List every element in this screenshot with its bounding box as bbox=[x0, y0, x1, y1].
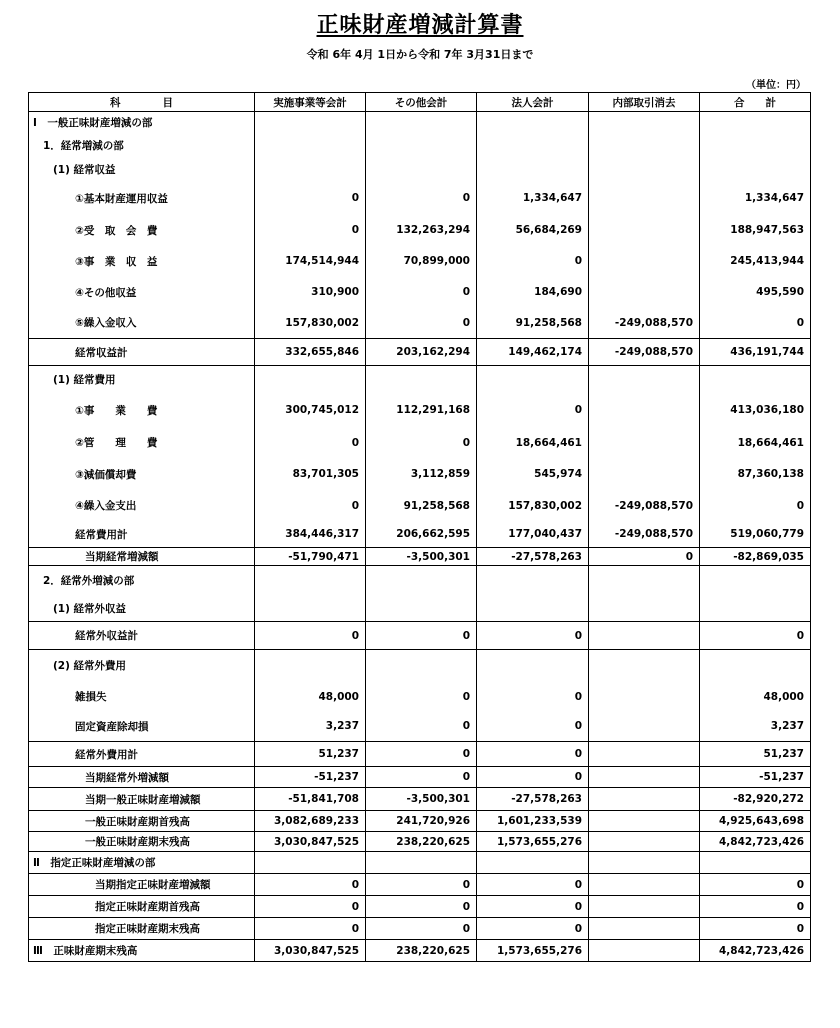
cell-total bbox=[700, 112, 811, 134]
row-label: 経常収益計 bbox=[29, 339, 255, 366]
cell-program: 300,745,012 bbox=[255, 394, 366, 427]
table-row bbox=[29, 112, 811, 134]
row-label: 当期指定正味財産増減額 bbox=[29, 874, 255, 896]
row-label: (1) 経常収益 bbox=[29, 158, 255, 182]
cell-elimination bbox=[589, 277, 700, 308]
cell-program: 0 bbox=[255, 874, 366, 896]
cell-other bbox=[366, 134, 477, 158]
cell-other bbox=[366, 366, 477, 394]
cell-other: 238,220,625 bbox=[366, 940, 477, 962]
table-row bbox=[29, 918, 811, 940]
cell-other: 132,263,294 bbox=[366, 215, 477, 246]
cell-total: -82,920,272 bbox=[700, 788, 811, 811]
unit-note: （単位：円） bbox=[746, 80, 806, 91]
cell-other: 0 bbox=[366, 874, 477, 896]
table-row bbox=[29, 788, 811, 811]
table-row bbox=[29, 490, 811, 522]
cell-corporate: 1,573,655,276 bbox=[477, 940, 589, 962]
cell-program bbox=[255, 134, 366, 158]
cell-corporate bbox=[477, 158, 589, 182]
cell-other: 0 bbox=[366, 308, 477, 339]
row-label: 当期一般正味財産増減額 bbox=[29, 788, 255, 811]
cell-elimination bbox=[589, 366, 700, 394]
cell-corporate: 177,040,437 bbox=[477, 522, 589, 548]
row-label: Ⅰ 一般正味財産増減の部 bbox=[29, 112, 255, 134]
table-row bbox=[29, 811, 811, 832]
cell-total bbox=[700, 134, 811, 158]
cell-total bbox=[700, 158, 811, 182]
cell-total: 0 bbox=[700, 896, 811, 918]
row-label: 固定資産除却損 bbox=[29, 712, 255, 742]
cell-total: 0 bbox=[700, 308, 811, 339]
table-row bbox=[29, 767, 811, 788]
cell-total: 0 bbox=[700, 874, 811, 896]
cell-program: 0 bbox=[255, 918, 366, 940]
cell-total: -51,237 bbox=[700, 767, 811, 788]
cell-elimination bbox=[589, 246, 700, 277]
cell-program bbox=[255, 566, 366, 596]
cell-program bbox=[255, 366, 366, 394]
cell-total: 413,036,180 bbox=[700, 394, 811, 427]
row-label: 1．経常増減の部 bbox=[29, 134, 255, 158]
table-row bbox=[29, 366, 811, 394]
cell-total: 188,947,563 bbox=[700, 215, 811, 246]
cell-total: -82,869,035 bbox=[700, 548, 811, 566]
cell-total: 4,842,723,426 bbox=[700, 832, 811, 852]
cell-elimination bbox=[589, 788, 700, 811]
cell-elimination bbox=[589, 158, 700, 182]
cell-elimination bbox=[589, 459, 700, 490]
cell-total bbox=[700, 852, 811, 874]
cell-program: -51,841,708 bbox=[255, 788, 366, 811]
column-header-total: 合 計 bbox=[700, 93, 811, 112]
row-label: ②受 取 会 費 bbox=[29, 215, 255, 246]
cell-total: 4,842,723,426 bbox=[700, 940, 811, 962]
cell-corporate: 545,974 bbox=[477, 459, 589, 490]
cell-other: -3,500,301 bbox=[366, 548, 477, 566]
cell-corporate bbox=[477, 134, 589, 158]
cell-elimination: -249,088,570 bbox=[589, 522, 700, 548]
row-label: 当期経常増減額 bbox=[29, 548, 255, 566]
row-label: ②管 理 費 bbox=[29, 427, 255, 459]
table-row bbox=[29, 682, 811, 712]
cell-corporate: 0 bbox=[477, 874, 589, 896]
cell-program: 157,830,002 bbox=[255, 308, 366, 339]
cell-total: 0 bbox=[700, 490, 811, 522]
cell-other: 238,220,625 bbox=[366, 832, 477, 852]
cell-other: 0 bbox=[366, 682, 477, 712]
cell-elimination bbox=[589, 182, 700, 215]
cell-elimination bbox=[589, 767, 700, 788]
table-row bbox=[29, 339, 811, 366]
cell-elimination bbox=[589, 596, 700, 622]
cell-corporate: 1,601,233,539 bbox=[477, 811, 589, 832]
cell-elimination bbox=[589, 940, 700, 962]
cell-other: 203,162,294 bbox=[366, 339, 477, 366]
table-row bbox=[29, 182, 811, 215]
table-row bbox=[29, 394, 811, 427]
row-label: 雑損失 bbox=[29, 682, 255, 712]
cell-corporate: 184,690 bbox=[477, 277, 589, 308]
row-label: 指定正味財産期末残高 bbox=[29, 918, 255, 940]
cell-elimination: -249,088,570 bbox=[589, 308, 700, 339]
cell-total: 0 bbox=[700, 918, 811, 940]
cell-program: 174,514,944 bbox=[255, 246, 366, 277]
cell-corporate: 0 bbox=[477, 394, 589, 427]
column-header-elimination: 内部取引消去 bbox=[589, 93, 700, 112]
cell-corporate: 0 bbox=[477, 246, 589, 277]
cell-elimination bbox=[589, 682, 700, 712]
cell-corporate: 0 bbox=[477, 767, 589, 788]
row-label: 一般正味財産期首残高 bbox=[29, 811, 255, 832]
cell-elimination bbox=[589, 712, 700, 742]
cell-corporate bbox=[477, 852, 589, 874]
table-row bbox=[29, 852, 811, 874]
row-label: (2) 経常外費用 bbox=[29, 650, 255, 682]
cell-other: 0 bbox=[366, 427, 477, 459]
table-row bbox=[29, 832, 811, 852]
row-label: Ⅲ 正味財産期末残高 bbox=[29, 940, 255, 962]
cell-corporate bbox=[477, 112, 589, 134]
cell-other bbox=[366, 650, 477, 682]
column-header-program: 実施事業等会計 bbox=[255, 93, 366, 112]
cell-program: 0 bbox=[255, 896, 366, 918]
cell-elimination bbox=[589, 134, 700, 158]
statement-table bbox=[28, 92, 811, 962]
table-row bbox=[29, 566, 811, 596]
row-label: ③減価償却費 bbox=[29, 459, 255, 490]
cell-total bbox=[700, 596, 811, 622]
cell-program bbox=[255, 112, 366, 134]
row-label: ①事 業 費 bbox=[29, 394, 255, 427]
table-row bbox=[29, 134, 811, 158]
cell-other: 0 bbox=[366, 277, 477, 308]
cell-total bbox=[700, 566, 811, 596]
column-header-account: 科 目 bbox=[29, 93, 255, 112]
cell-other bbox=[366, 112, 477, 134]
cell-total: 436,191,744 bbox=[700, 339, 811, 366]
row-label: ①基本財産運用収益 bbox=[29, 182, 255, 215]
row-label: 経常外費用計 bbox=[29, 742, 255, 767]
cell-other: 112,291,168 bbox=[366, 394, 477, 427]
column-header-corporate: 法人会計 bbox=[477, 93, 589, 112]
cell-corporate: 56,684,269 bbox=[477, 215, 589, 246]
cell-corporate: 0 bbox=[477, 712, 589, 742]
cell-elimination bbox=[589, 874, 700, 896]
cell-elimination bbox=[589, 832, 700, 852]
cell-total: 51,237 bbox=[700, 742, 811, 767]
table-row bbox=[29, 548, 811, 566]
row-label: ⑤繰入金収入 bbox=[29, 308, 255, 339]
row-label: 2．経常外増減の部 bbox=[29, 566, 255, 596]
cell-other: 3,112,859 bbox=[366, 459, 477, 490]
cell-other bbox=[366, 596, 477, 622]
table-row bbox=[29, 277, 811, 308]
cell-corporate: 0 bbox=[477, 918, 589, 940]
cell-elimination bbox=[589, 427, 700, 459]
cell-other: 70,899,000 bbox=[366, 246, 477, 277]
table-row bbox=[29, 596, 811, 622]
cell-corporate bbox=[477, 366, 589, 394]
table-row bbox=[29, 522, 811, 548]
cell-corporate: -27,578,263 bbox=[477, 548, 589, 566]
cell-total: 18,664,461 bbox=[700, 427, 811, 459]
cell-corporate bbox=[477, 596, 589, 622]
cell-corporate: 1,573,655,276 bbox=[477, 832, 589, 852]
cell-program: 48,000 bbox=[255, 682, 366, 712]
cell-program bbox=[255, 158, 366, 182]
cell-program: 0 bbox=[255, 490, 366, 522]
cell-other: 0 bbox=[366, 767, 477, 788]
cell-program: 3,082,689,233 bbox=[255, 811, 366, 832]
document-title: 正味財産増減計算書 bbox=[316, 13, 524, 38]
header-row bbox=[29, 93, 811, 112]
cell-total: 495,590 bbox=[700, 277, 811, 308]
table-row bbox=[29, 940, 811, 962]
row-label: (1) 経常費用 bbox=[29, 366, 255, 394]
cell-corporate: 149,462,174 bbox=[477, 339, 589, 366]
row-label: 経常外収益計 bbox=[29, 622, 255, 650]
cell-program: 0 bbox=[255, 182, 366, 215]
cell-elimination bbox=[589, 811, 700, 832]
cell-elimination bbox=[589, 622, 700, 650]
table-row bbox=[29, 622, 811, 650]
cell-corporate bbox=[477, 566, 589, 596]
cell-elimination bbox=[589, 896, 700, 918]
cell-other: 0 bbox=[366, 622, 477, 650]
cell-program: 3,237 bbox=[255, 712, 366, 742]
cell-other: 0 bbox=[366, 742, 477, 767]
cell-elimination bbox=[589, 566, 700, 596]
cell-program: 0 bbox=[255, 215, 366, 246]
cell-program: 0 bbox=[255, 622, 366, 650]
cell-other: -3,500,301 bbox=[366, 788, 477, 811]
row-label: ④その他収益 bbox=[29, 277, 255, 308]
cell-program: 310,900 bbox=[255, 277, 366, 308]
table-row bbox=[29, 427, 811, 459]
cell-corporate: 0 bbox=[477, 742, 589, 767]
cell-total bbox=[700, 366, 811, 394]
cell-other bbox=[366, 566, 477, 596]
cell-program: 51,237 bbox=[255, 742, 366, 767]
table-row bbox=[29, 246, 811, 277]
column-header-other: その他会計 bbox=[366, 93, 477, 112]
cell-total: 519,060,779 bbox=[700, 522, 811, 548]
cell-other: 0 bbox=[366, 712, 477, 742]
period-text: 令和 6年 4月 1日から令和 7年 3月31日まで bbox=[306, 48, 534, 61]
table-row bbox=[29, 650, 811, 682]
cell-total: 245,413,944 bbox=[700, 246, 811, 277]
table-row bbox=[29, 158, 811, 182]
cell-corporate: 91,258,568 bbox=[477, 308, 589, 339]
table-row bbox=[29, 459, 811, 490]
cell-other: 0 bbox=[366, 918, 477, 940]
cell-program: 0 bbox=[255, 427, 366, 459]
cell-total: 4,925,643,698 bbox=[700, 811, 811, 832]
table-row bbox=[29, 874, 811, 896]
cell-corporate: 0 bbox=[477, 622, 589, 650]
row-label: ③事 業 収 益 bbox=[29, 246, 255, 277]
cell-elimination bbox=[589, 742, 700, 767]
cell-elimination: -249,088,570 bbox=[589, 490, 700, 522]
cell-elimination: -249,088,570 bbox=[589, 339, 700, 366]
cell-other bbox=[366, 158, 477, 182]
cell-elimination bbox=[589, 852, 700, 874]
cell-program bbox=[255, 650, 366, 682]
cell-other: 0 bbox=[366, 896, 477, 918]
cell-program: 3,030,847,525 bbox=[255, 940, 366, 962]
cell-elimination bbox=[589, 918, 700, 940]
cell-other: 241,720,926 bbox=[366, 811, 477, 832]
cell-total: 1,334,647 bbox=[700, 182, 811, 215]
cell-corporate: 18,664,461 bbox=[477, 427, 589, 459]
cell-corporate: 0 bbox=[477, 896, 589, 918]
row-label: 一般正味財産期末残高 bbox=[29, 832, 255, 852]
cell-corporate: 157,830,002 bbox=[477, 490, 589, 522]
cell-elimination: 0 bbox=[589, 548, 700, 566]
row-label: Ⅱ 指定正味財産増減の部 bbox=[29, 852, 255, 874]
table-row bbox=[29, 712, 811, 742]
row-label: 当期経常外増減額 bbox=[29, 767, 255, 788]
cell-total: 48,000 bbox=[700, 682, 811, 712]
row-label: 経常費用計 bbox=[29, 522, 255, 548]
cell-elimination bbox=[589, 650, 700, 682]
cell-program bbox=[255, 596, 366, 622]
table-row bbox=[29, 742, 811, 767]
cell-program: -51,790,471 bbox=[255, 548, 366, 566]
cell-corporate: 0 bbox=[477, 682, 589, 712]
cell-program bbox=[255, 852, 366, 874]
cell-corporate: -27,578,263 bbox=[477, 788, 589, 811]
cell-program: 83,701,305 bbox=[255, 459, 366, 490]
cell-total: 87,360,138 bbox=[700, 459, 811, 490]
row-label: (1) 経常外収益 bbox=[29, 596, 255, 622]
cell-total: 3,237 bbox=[700, 712, 811, 742]
table-row bbox=[29, 308, 811, 339]
cell-other bbox=[366, 852, 477, 874]
cell-elimination bbox=[589, 215, 700, 246]
cell-program: 332,655,846 bbox=[255, 339, 366, 366]
row-label: 指定正味財産期首残高 bbox=[29, 896, 255, 918]
table-row bbox=[29, 215, 811, 246]
cell-elimination bbox=[589, 394, 700, 427]
table-row bbox=[29, 896, 811, 918]
cell-total: 0 bbox=[700, 622, 811, 650]
cell-corporate bbox=[477, 650, 589, 682]
cell-program: 384,446,317 bbox=[255, 522, 366, 548]
cell-corporate: 1,334,647 bbox=[477, 182, 589, 215]
cell-other: 91,258,568 bbox=[366, 490, 477, 522]
cell-other: 206,662,595 bbox=[366, 522, 477, 548]
cell-total bbox=[700, 650, 811, 682]
row-label: ④繰入金支出 bbox=[29, 490, 255, 522]
cell-elimination bbox=[589, 112, 700, 134]
cell-program: 3,030,847,525 bbox=[255, 832, 366, 852]
cell-other: 0 bbox=[366, 182, 477, 215]
cell-program: -51,237 bbox=[255, 767, 366, 788]
